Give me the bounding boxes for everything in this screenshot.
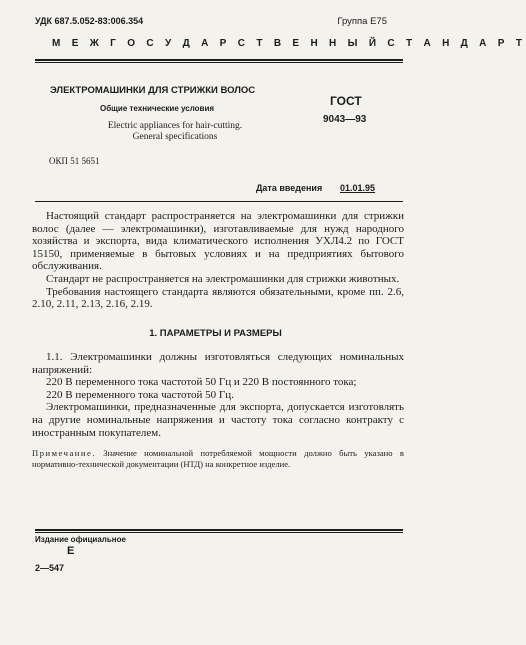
document-title: ЭЛЕКТРОМАШИНКИ ДЛЯ СТРИЖКИ ВОЛОС xyxy=(50,85,256,96)
intro-paragraph-mandatory: Требования настоящего стандарта являются обязательными, кроме пп. 2.6, 2.10, 2.11, 2.13, 2.16, 2.19. xyxy=(32,285,404,311)
standard-type-heading: М Е Ж Г О С У Д А Р С Т В Е Н Н Ы Й С Т А Н Д А Р Т xyxy=(52,38,526,49)
section-paragraph-1: 1.1. Электромашинки должны изготовляться следующих номинальных напряжений: xyxy=(32,351,404,376)
introduction-date-value: 01.01.95 xyxy=(340,183,376,193)
section-paragraph-3: 220 В переменного тока частотой 50 Гц. xyxy=(46,388,234,401)
intro-paragraph-scope: Настоящий стандарт распространяется на электромашинки для стрижки волос (далее — электромашинки), изготавливаемые для нужд народного хозяйства и экспорта, вида климатического исполнения УХЛ4.2 по ГОСТ 15150, применяемые в бытовых условиях и на предприятиях бытового обслуживания. xyxy=(32,210,404,273)
gost-label: ГОСТ xyxy=(330,94,362,108)
header-rule-thick xyxy=(35,59,403,61)
footer-rule-thin xyxy=(35,532,403,533)
edition-letter: Е xyxy=(67,545,75,557)
okp-code: ОКП 51 5651 xyxy=(49,156,100,166)
print-code: 2—547 xyxy=(35,563,65,573)
intro-paragraph-exclusion: Стандарт не распространяется на электромашинки для стрижки животных. xyxy=(46,272,400,285)
document-subtitle: Общие технические условия xyxy=(100,104,215,113)
header-rule-thin xyxy=(35,62,403,63)
intro-text xyxy=(32,210,404,311)
note-text: Значение номинальной потребляемой мощности должно быть указано в нормативно-технической документации (НТД) на конкретное изделие. xyxy=(32,448,404,469)
group-code: Группа Е75 xyxy=(337,16,387,27)
section-heading: 1. ПАРАМЕТРЫ И РАЗМЕРЫ xyxy=(149,328,282,339)
note-lead: Примечание. xyxy=(32,448,96,458)
section-paragraph-4: Электромашинки, предназначенные для экспорта, допускается изготовлять на другие номинальные напряжения и частоту тока согласно контракту с иностранным покупателем. xyxy=(32,401,404,439)
english-title-line-1: Electric appliances for hair-cutting. xyxy=(107,121,243,131)
footer-rule-thick xyxy=(35,529,403,531)
note xyxy=(32,448,404,469)
english-title xyxy=(50,121,300,143)
english-title-line-2: General specifications xyxy=(132,132,218,142)
section-paragraph-2: 220 В переменного тока частотой 50 Гц и 220 В постоянного тока; xyxy=(46,376,357,389)
gost-number: 9043—93 xyxy=(323,114,367,125)
section-text xyxy=(32,351,404,439)
date-rule xyxy=(35,201,403,202)
introduction-date-label: Дата введения xyxy=(256,183,323,193)
udk-code: УДК 687.5.052-83:006.354 xyxy=(35,16,144,26)
edition-label: Издание официальное xyxy=(35,535,126,544)
